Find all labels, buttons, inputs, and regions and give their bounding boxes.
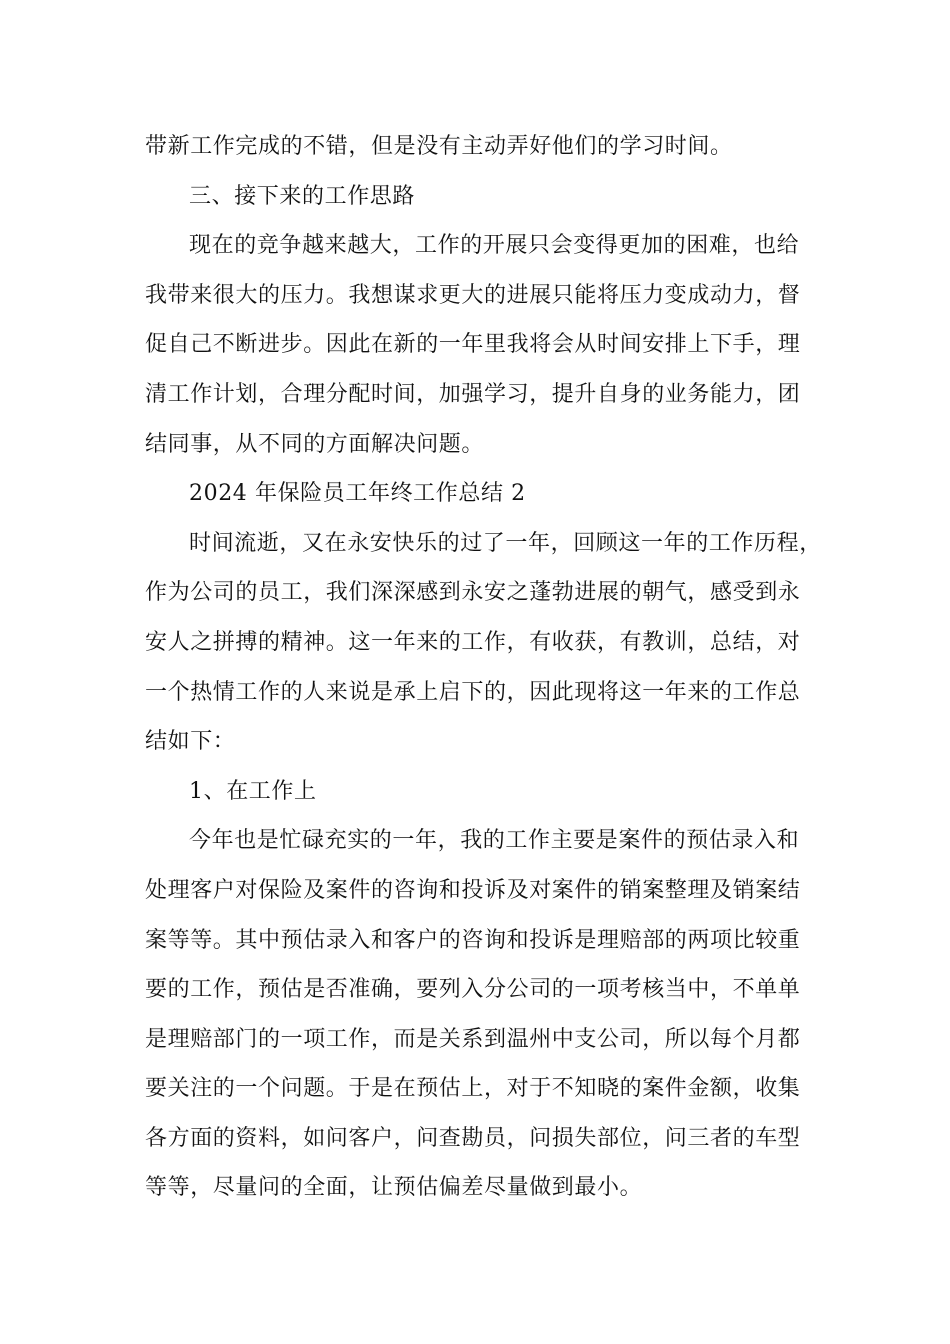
paragraph-line: 结如下：	[145, 729, 236, 755]
paragraph-line: 作为公司的员工，我们深深感到永安之蓬勃进展的朝气，感受到永	[145, 580, 801, 606]
section-heading: 三、接下来的工作思路	[189, 183, 416, 209]
paragraph-line: 带新工作完成的不错，但是没有主动弄好他们的学习时间。	[145, 134, 733, 159]
paragraph-line: 要关注的一个问题。于是在预估上，对于不知晓的案件金额，收集	[145, 1076, 801, 1102]
paragraph-line: 案等等。其中预估录入和客户的咨询和投诉是理赔部的两项比较重	[145, 927, 801, 953]
paragraph-line: 要的工作，预估是否准确，要列入分公司的一项考核当中，不单单	[145, 977, 801, 1003]
paragraph-line: 等等，尽量问的全面，让预估偏差尽量做到最小。	[145, 1175, 643, 1201]
document-title: 2024 年保险员工年终工作总结 2	[189, 481, 526, 507]
paragraph-line: 结同事，从不同的方面解决问题。	[145, 431, 485, 457]
document-body	[145, 122, 822, 1213]
section-heading: 1、在工作上	[189, 778, 317, 804]
paragraph-line: 今年也是忙碌充实的一年，我的工作主要是案件的预估录入和	[189, 828, 800, 854]
paragraph-line: 我带来很大的压力。我想谋求更大的进展只能将压力变成动力，督	[145, 282, 801, 308]
paragraph-line: 时间流逝，又在永安快乐的过了一年，回顾这一年的工作历程，	[189, 530, 822, 556]
paragraph-line: 处理客户对保险及案件的咨询和投诉及对案件的销案整理及销案结	[145, 877, 801, 903]
paragraph-line: 各方面的资料，如问客户，问查勘员，问损失部位，问三者的车型	[145, 1125, 801, 1151]
paragraph-line: 安人之拼搏的精神。这一年来的工作，有收获，有教训，总结，对	[145, 629, 801, 655]
paragraph-line: 是理赔部门的一项工作，而是关系到温州中支公司，所以每个月都	[145, 1026, 801, 1052]
paragraph-line: 促自己不断进步。因此在新的一年里我将会从时间安排上下手，理	[145, 332, 801, 358]
paragraph-line: 清工作计划，合理分配时间，加强学习，提升自身的业务能力，团	[145, 381, 801, 407]
paragraph-line: 一个热情工作的人来说是承上启下的，因此现将这一年来的工作总	[145, 679, 801, 705]
paragraph-line: 现在的竞争越来越大，工作的开展只会变得更加的困难，也给	[189, 233, 800, 259]
